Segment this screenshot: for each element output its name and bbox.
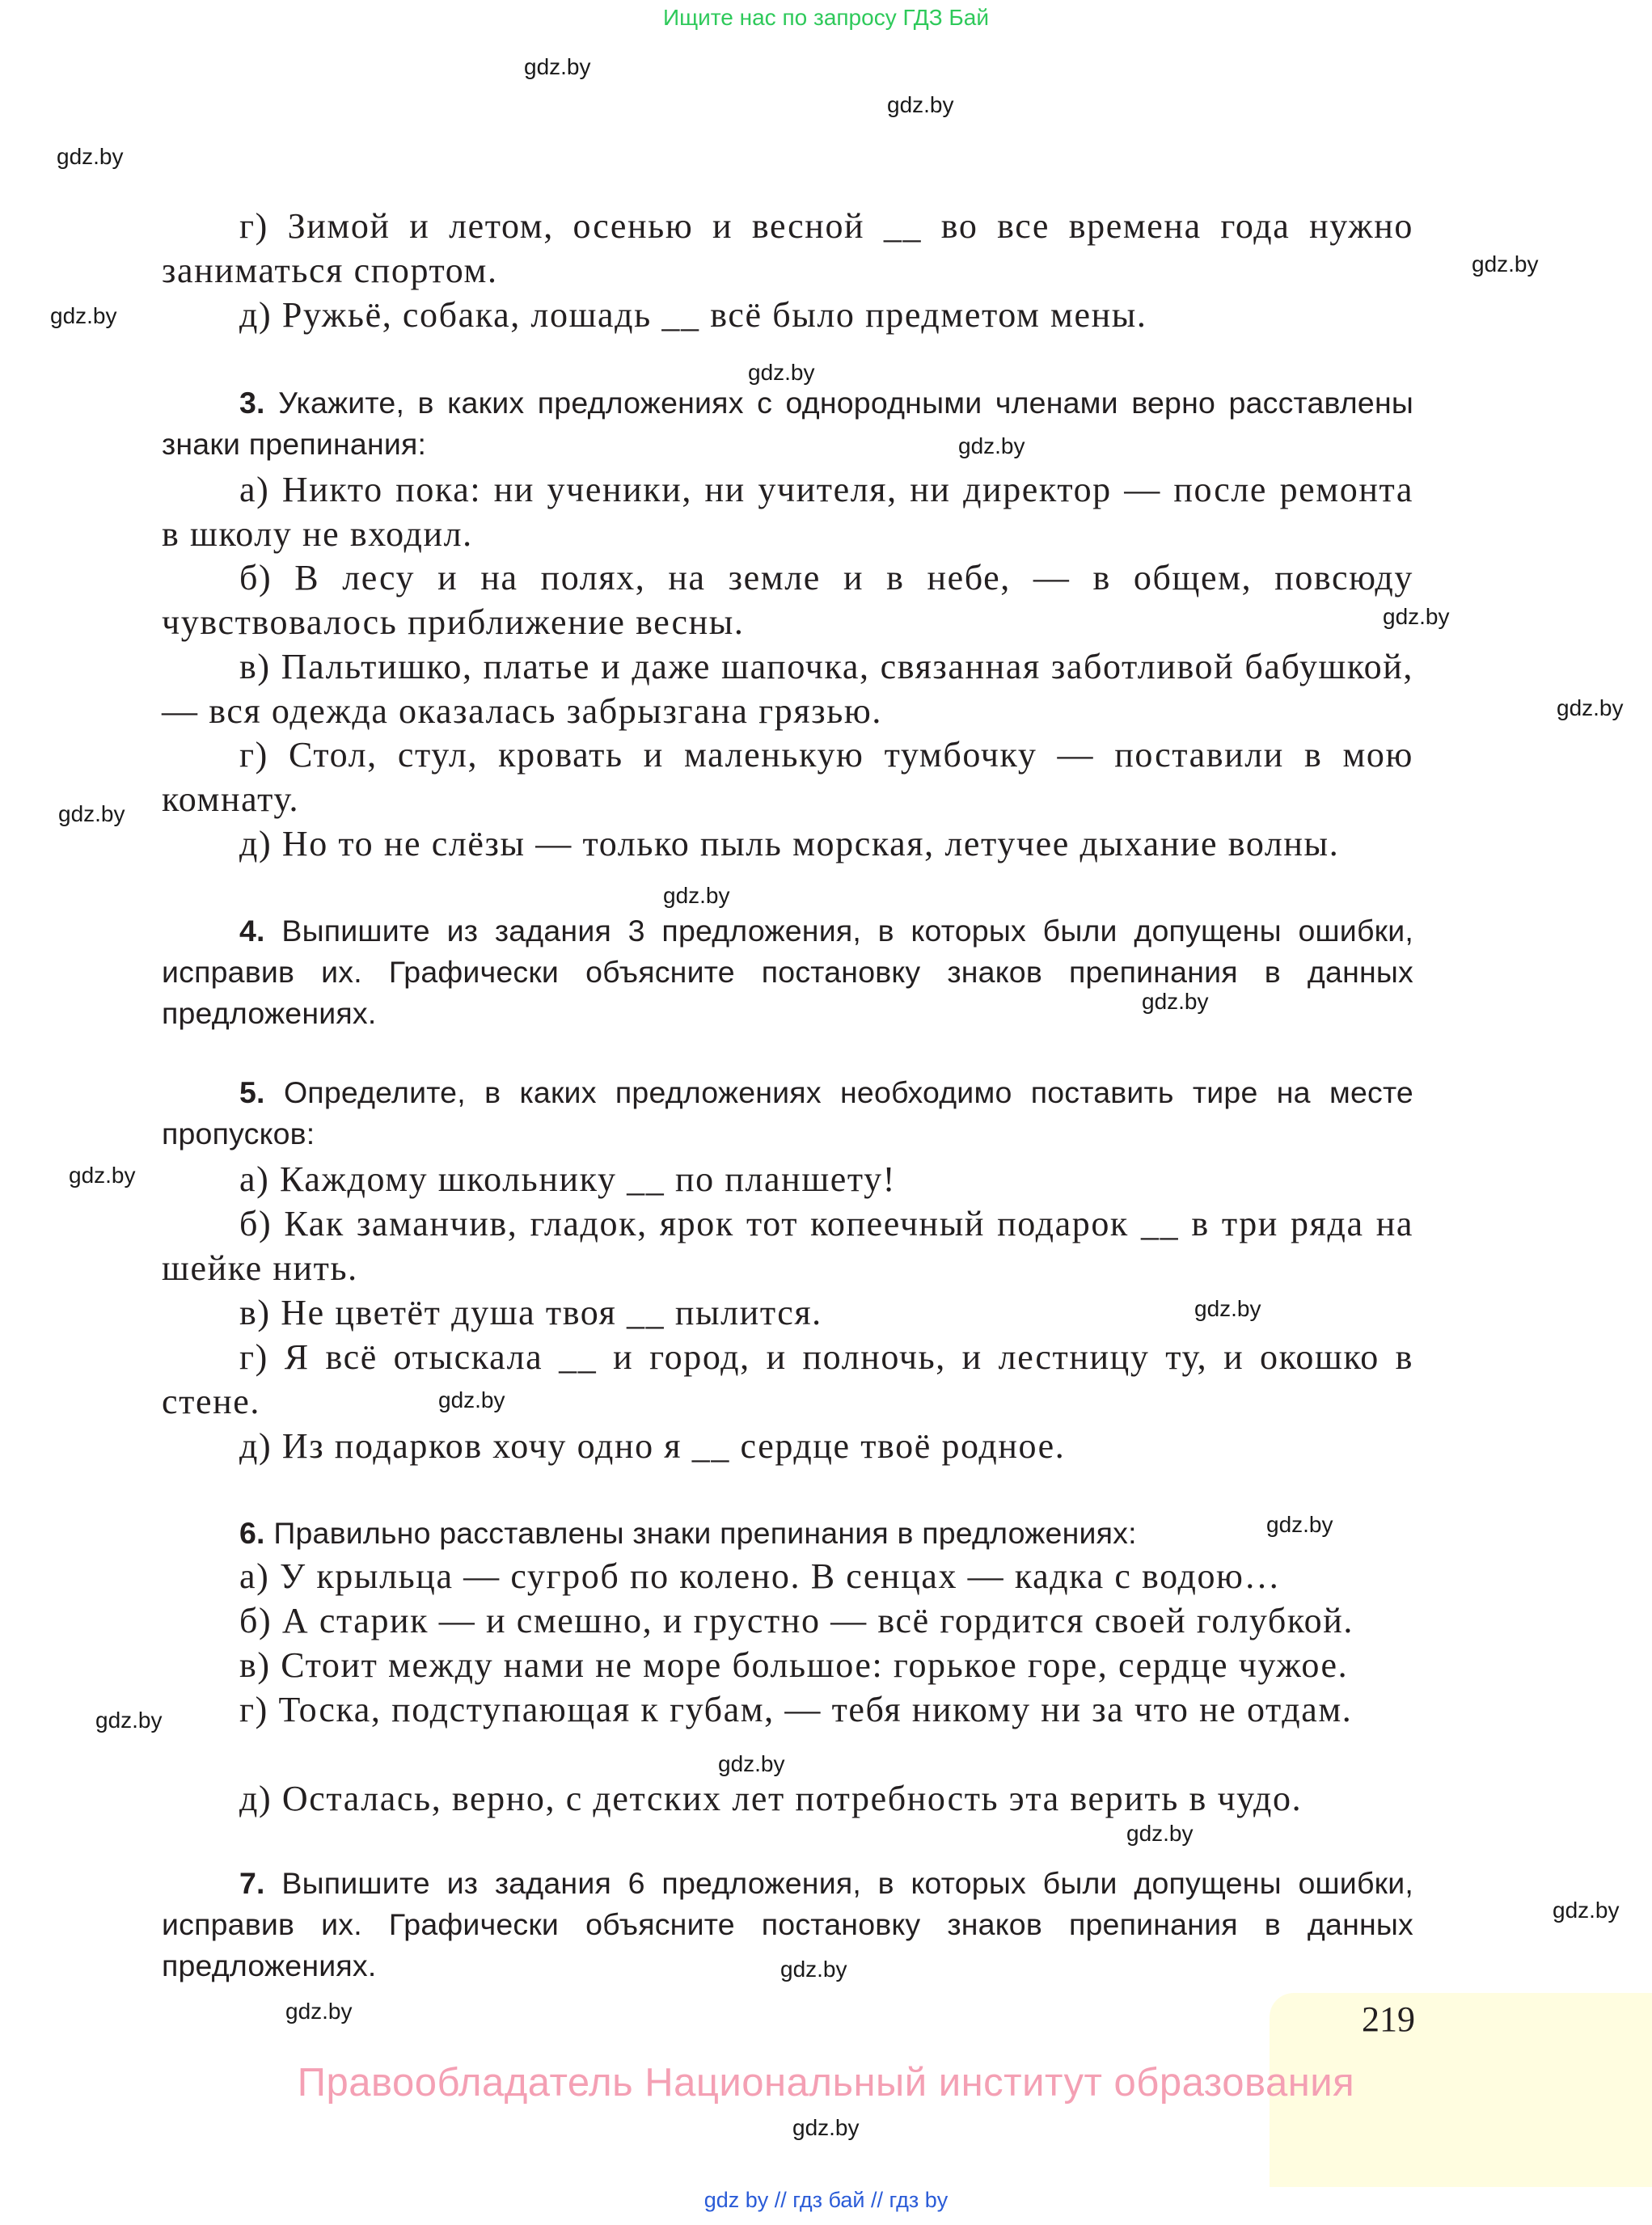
task-text: Укажите, в каких предложениях с однородными членами верно расставлены знаки препинания:: [162, 386, 1414, 461]
watermark: gdz.by: [1472, 251, 1539, 277]
task-number: 5.: [239, 1075, 265, 1109]
watermark: gdz.by: [69, 1163, 136, 1188]
exercise-item: д) Из подарков хочу одно я __ сердце твоё родное.: [239, 1426, 1066, 1466]
watermark: gdz.by: [748, 360, 815, 385]
watermark: gdz.by: [780, 1957, 847, 1982]
task-number: 4.: [239, 914, 265, 948]
watermark: gdz.by: [1194, 1296, 1261, 1321]
watermark: gdz.by: [285, 1999, 353, 2024]
watermark: gdz.by: [438, 1387, 505, 1412]
exercise-item: б) В лесу и на полях, на земле и в небе, — в общем, повсюду чувствовалось приближение весны.: [162, 558, 1413, 642]
watermark: gdz.by: [50, 303, 117, 328]
watermark: gdz.by: [958, 433, 1025, 458]
task-7: [162, 1863, 1413, 1986]
watermark: gdz.by: [57, 144, 124, 169]
top-banner[interactable]: Ищите нас по запросу ГДЗ Бай: [662, 5, 990, 30]
watermark: gdz.by: [887, 92, 954, 117]
exercise-item: а) Никто пока: ни ученики, ни учителя, ни директор — после ремонта в школу не входил.: [162, 470, 1413, 554]
watermark: gdz.by: [1383, 604, 1450, 629]
exercise-item: г) Я всё отыскала __ и город, и полночь, и лестницу ту, и окошко в стене.: [162, 1337, 1413, 1421]
exercise-item: г) Стол, стул, кровать и маленькую тумбочку — поставили в мою комнату.: [162, 735, 1413, 819]
exercise-item: в) Пальтишко, платье и даже шапочка, связанная заботливой бабушкой, — вся одежда оказалась забрызгана грязью.: [162, 647, 1413, 731]
task-number: 6.: [239, 1516, 265, 1550]
task-number: 3.: [239, 386, 265, 420]
watermark: gdz.by: [1553, 1898, 1620, 1923]
exercise-item: а) У крыльца — сугроб по колено. В сенцах — кадка с водою…: [239, 1556, 1282, 1596]
bottom-links[interactable]: gdz by // гдз бай // гдз by: [703, 2188, 949, 2212]
task-text: Определите, в каких предложениях необходимо поставить тире на месте пропусков:: [162, 1075, 1413, 1150]
page-number: 219: [1362, 1999, 1415, 2039]
exercise-item: в) Не цветёт душа твоя __ пылится.: [239, 1293, 822, 1332]
watermark: gdz.by: [1557, 695, 1624, 720]
task-text: Выпишите из задания 3 предложения, в которых были допущены ошибки, исправив их. Графически объясните постановку знаков препинания в данных предложениях.: [162, 914, 1413, 1030]
exercise-item: д) Но то не слёзы — только пыль морская, летучее дыхание волны.: [239, 824, 1340, 863]
task-4: [162, 910, 1413, 1034]
exercise-item: а) Каждому школьнику __ по планшету!: [239, 1159, 897, 1199]
exercise-item: г) Тоска, подступающая к губам, — тебя никому ни за что не отдам.: [239, 1690, 1353, 1729]
task-5: [162, 1072, 1413, 1155]
task-6: [162, 1513, 1413, 1554]
watermark: gdz.by: [95, 1708, 163, 1733]
watermark: gdz.by: [663, 883, 730, 908]
watermark: gdz.by: [1142, 989, 1209, 1014]
task-number: 7.: [239, 1866, 265, 1900]
watermark: gdz.by: [58, 801, 125, 826]
task-3: [162, 382, 1413, 465]
exercise-item: д) Ружьё, собака, лошадь __ всё было предметом мены.: [239, 295, 1147, 335]
watermark: gdz.by: [792, 2115, 860, 2140]
rights-holder: Правообладатель Национальный институт образования: [297, 2061, 1355, 2105]
exercise-item: б) А старик — и смешно, и грустно — всё гордится своей голубкой.: [239, 1601, 1354, 1640]
exercise-item: б) Как заманчив, гладок, ярок тот копеечный подарок __ в три ряда на шейке нить.: [162, 1204, 1413, 1288]
watermark: gdz.by: [1266, 1512, 1333, 1537]
exercise-item: г) Зимой и летом, осенью и весной __ во все времена года нужно заниматься спортом.: [162, 206, 1413, 290]
watermark: gdz.by: [718, 1751, 785, 1776]
watermark: gdz.by: [524, 54, 591, 79]
task-text: Правильно расставлены знаки препинания в предложениях:: [273, 1516, 1137, 1550]
task-text: Выпишите из задания 6 предложения, в которых были допущены ошибки, исправив их. Графически объясните постановку знаков препинания в данных предложениях.: [162, 1866, 1413, 1982]
exercise-item: д) Осталась, верно, с детских лет потребность эта верить в чудо.: [239, 1779, 1303, 1818]
exercise-item: в) Стоит между нами не море большое: горькое горе, сердце чужое.: [239, 1645, 1349, 1685]
watermark: gdz.by: [1126, 1821, 1194, 1846]
